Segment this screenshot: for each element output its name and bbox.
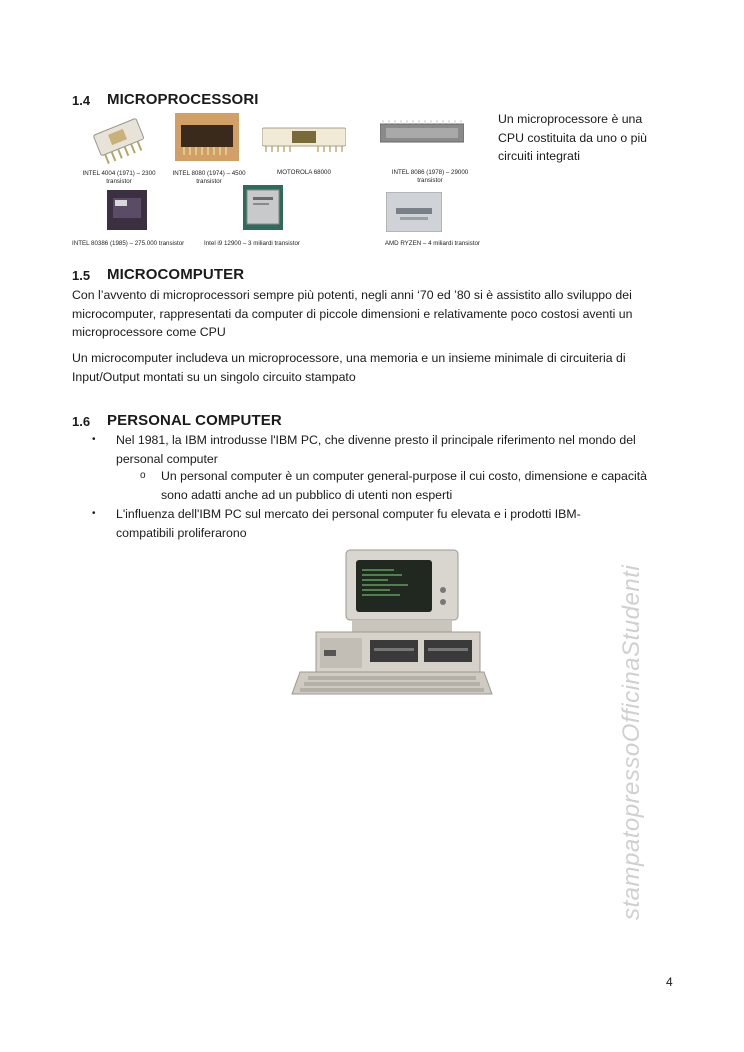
chip-caption	[382, 169, 478, 185]
chip-caption-line: transistor	[417, 177, 443, 184]
bullet-text: L'influenza dell'IBM PC sul mercato dei personal computer fu elevata e i prodotti IBM-compatibili proliferarono	[116, 507, 581, 540]
bullet-marker: •	[92, 508, 96, 519]
chip-caption-line: INTEL 4004 (1971) – 2300	[82, 170, 156, 177]
bullet-text: Nel 1981, la IBM introdusse l'IBM PC, che divenne presto il principale riferimento nel mondo del personal computer	[116, 433, 636, 466]
intel-i9-12900-chip-image	[243, 185, 283, 230]
section-number: 1.6	[72, 414, 91, 429]
bullet-marker: •	[92, 434, 96, 445]
sub-bullet-marker: o	[140, 470, 146, 481]
sub-bullet-text: Un personal computer è un computer general-purpose il cui costo, dimensione e capacità sono adatti anche ad un pubblico di utenti non esperti	[161, 469, 647, 502]
section-title: MICROPROCESSORI	[107, 91, 259, 108]
chip-caption-line: INTEL 8086 (1978) – 29000	[391, 169, 469, 176]
chip-caption: INTEL 80386 (1985) – 275.000 transistor	[72, 240, 185, 247]
chip-caption	[74, 170, 164, 186]
ibm-pc-image	[290, 548, 494, 698]
page-number: 4	[666, 975, 673, 989]
chip-caption: AMD RYZEN – 4 miliardi transistor	[384, 240, 480, 247]
section-title: PERSONAL COMPUTER	[107, 412, 282, 429]
chip-caption-line: transistor	[106, 178, 132, 185]
section-title: MICROCOMPUTER	[107, 266, 245, 283]
paragraph: Un microcomputer includeva un microprocessore, una memoria e un insieme minimale di circuiteria di Input/Output montati su un singolo circuito stampato	[72, 351, 626, 384]
chip-caption: Intel i9 12900 – 3 miliardi transistor	[204, 240, 300, 247]
chip-caption-line: INTEL 8080 (1974) – 4500	[172, 170, 246, 177]
section-number: 1.4	[72, 93, 91, 108]
amd-ryzen-chip-image	[386, 192, 442, 232]
chip-caption	[264, 169, 344, 177]
section-number: 1.5	[72, 268, 91, 283]
microprocessor-definition: Un microprocessore è una CPU costituita da uno o più circuiti integrati	[498, 112, 648, 163]
intel-8086-chip-image	[380, 118, 464, 148]
chip-caption-line: transistor	[196, 178, 222, 185]
chip-caption-line: MOTOROLA 68000	[277, 169, 331, 176]
paragraph: Con l’avvento di microprocessori sempre più potenti, negli anni ‘70 ed ’80 si è assistito allo sviluppo dei microcomputer, rappresentati da computer di piccole dimensioni e relativamente poco costosi aventi un microprocessore come CPU	[72, 288, 633, 339]
watermark: stampatopressoOfficinaStudenti	[618, 564, 645, 920]
intel-4004-chip-image	[90, 112, 148, 164]
intel-8080-chip-image	[175, 113, 239, 161]
motorola-68000-chip-image	[262, 122, 346, 154]
chip-caption	[164, 170, 254, 186]
intel-80386-chip-image	[107, 190, 147, 230]
